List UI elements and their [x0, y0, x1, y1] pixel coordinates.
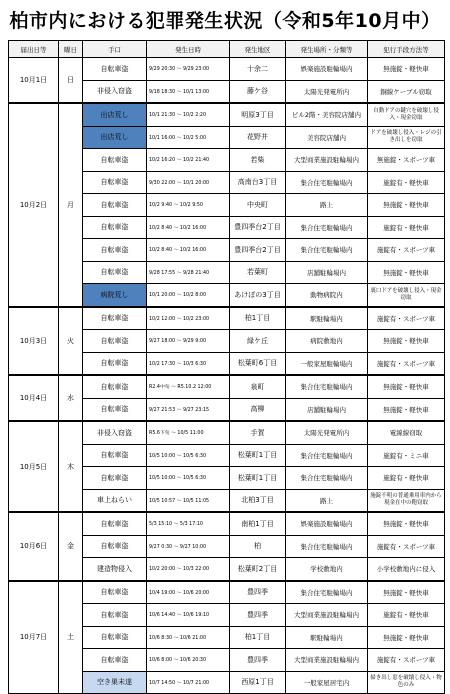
place-cell: 駅駐輪場内	[286, 307, 368, 330]
area-cell: 藤ケ谷	[230, 80, 286, 103]
method-cell: 無施錠・軽快車	[368, 581, 445, 604]
method-cell: 施錠有・スポーツ車	[368, 239, 445, 262]
time-cell: 10/1 21:30 ～ 10/2 2:20	[147, 103, 230, 126]
weekday-cell: 木	[59, 421, 83, 512]
method-cell: 電線線窃取	[368, 421, 445, 444]
table-row	[9, 421, 445, 444]
category-cell: 自転車盗	[83, 444, 147, 467]
time-cell: 10/2 20:00 ～ 10/3 22:00	[147, 558, 230, 581]
area-cell: 豊四季台2丁目	[230, 239, 286, 262]
method-cell: 施錠有・軽快車	[368, 467, 445, 490]
area-cell: 明原3丁目	[230, 103, 286, 126]
time-cell: 10/7 14:50 ～ 10/7 21:00	[147, 671, 230, 694]
time-cell: 10/5 10:00 ～ 10/5 6:30	[147, 444, 230, 467]
place-cell: 路上	[286, 194, 368, 217]
area-cell: 豊四季	[230, 649, 286, 672]
category-cell: 自転車盗	[83, 216, 147, 239]
method-cell: 施錠有・軽快車	[368, 604, 445, 627]
time-cell: 10/2 8:40 ～ 10/2 16:00	[147, 216, 230, 239]
place-cell: 学校敷地内	[286, 558, 368, 581]
area-cell: 高南台3丁目	[230, 171, 286, 194]
header-weekday: 曜日	[59, 41, 83, 58]
time-cell: 10/5 10:00 ～ 10/5 6:30	[147, 467, 230, 490]
area-cell: 西原1丁目	[230, 671, 286, 694]
date-cell: 10月4日	[9, 375, 59, 421]
weekday-cell: 土	[59, 581, 83, 694]
category-cell: 自転車盗	[83, 58, 147, 81]
method-cell: 施錠有・スポーツ車	[368, 307, 445, 330]
place-cell: 駅駐輪場内	[286, 626, 368, 649]
category-cell: 自転車盗	[83, 398, 147, 421]
table-body	[9, 58, 445, 694]
area-cell: 高柳	[230, 398, 286, 421]
method-cell: 裏口ドアを破壊し侵入・現金窃取	[368, 284, 445, 307]
area-cell: 松葉町1丁目	[230, 467, 286, 490]
method-cell: 施錠有・スポーツ車	[368, 352, 445, 375]
place-cell: 店舗駐輪場内	[286, 398, 368, 421]
time-cell: 9/18 18:30 ～ 10/1 13:00	[147, 80, 230, 103]
header-category: 手口	[83, 41, 147, 58]
table-row	[9, 512, 445, 535]
time-cell: 5/3 15:10 ～ 5/3 17:10	[147, 512, 230, 535]
place-cell: 集合住宅駐輪場内	[286, 171, 368, 194]
area-cell: 若柴	[230, 149, 286, 172]
category-cell: 自転車盗	[83, 375, 147, 398]
method-cell: 無施錠・軽快車	[368, 398, 445, 421]
weekday-cell: 火	[59, 307, 83, 376]
category-cell: 自転車盗	[83, 261, 147, 284]
method-cell: 銅線ケーブル窃取	[368, 80, 445, 103]
time-cell: 10/2 8:40 ～ 10/2 16:00	[147, 239, 230, 262]
method-cell: 無施錠・スポーツ車	[368, 149, 445, 172]
place-cell: 集合住宅駐輪場内	[286, 444, 368, 467]
table-row	[9, 375, 445, 398]
page-title: 柏市内における犯罪発生状況（令和5年10月中）	[9, 10, 441, 32]
time-cell: 10/2 9:40 ～ 10/2 9:50	[147, 194, 230, 217]
time-cell: 9/28 17:55 ～ 9/28 21:40	[147, 261, 230, 284]
place-cell: 娯楽施設駐輪場内	[286, 512, 368, 535]
category-cell: 自転車盗	[83, 467, 147, 490]
time-cell: R5.6下旬 ～ 10/5 11:00	[147, 421, 230, 444]
area-cell: 柏	[230, 535, 286, 558]
time-cell: 10/6 8:00 ～ 10/6 20:30	[147, 649, 230, 672]
category-cell: 車上ねらい	[83, 489, 147, 512]
category-cell: 自転車盗	[83, 649, 147, 672]
place-cell: 一般家屋駐輪場内	[286, 352, 368, 375]
category-cell: 空き巣未遂	[83, 671, 147, 694]
place-cell: 美容院店舗内	[286, 126, 368, 149]
time-cell: 10/2 16:20 ～ 10/2 21:40	[147, 149, 230, 172]
area-cell: 十余二	[230, 58, 286, 81]
date-cell: 10月1日	[9, 58, 59, 104]
place-cell: 大型商業施設駐輪場内	[286, 149, 368, 172]
method-cell: 無施錠・軽快車	[368, 194, 445, 217]
category-cell: 自転車盗	[83, 239, 147, 262]
place-cell: 太陽光発電所内	[286, 80, 368, 103]
method-cell: 無施錠・軽快車	[368, 512, 445, 535]
category-cell: 自転車盗	[83, 626, 147, 649]
method-cell: 無施錠・軽快車	[368, 626, 445, 649]
time-cell: 10/1 16:00 ～ 10/2 5:00	[147, 126, 230, 149]
method-cell: 無施錠・軽快車	[368, 261, 445, 284]
category-cell: 出店荒し	[83, 126, 147, 149]
date-cell: 10月6日	[9, 512, 59, 581]
method-cell: 施錠有・ミニ車	[368, 444, 445, 467]
time-cell: 9/29 20:30 ～ 9/29 23:00	[147, 58, 230, 81]
category-cell: 自転車盗	[83, 171, 147, 194]
header-area: 発生地区	[230, 41, 286, 58]
time-cell: 10/4 19:00 ～ 10/6 20:00	[147, 581, 230, 604]
place-cell: ビル2階・美容院店舗内	[286, 103, 368, 126]
area-cell: 花野井	[230, 126, 286, 149]
time-cell: 10/5 10:57 ～ 10/5 11:05	[147, 489, 230, 512]
area-cell: 豊四季	[230, 604, 286, 627]
header-row	[9, 41, 445, 58]
time-cell: 9/30 22:00 ～ 10/1 20:00	[147, 171, 230, 194]
category-cell: 自転車盗	[83, 307, 147, 330]
time-cell: 9/27 18:00 ～ 9/29 9:00	[147, 330, 230, 353]
method-cell: 無施錠・軽快車	[368, 375, 445, 398]
area-cell: 豊四季台2丁目	[230, 216, 286, 239]
area-cell: あけぼの3丁目	[230, 284, 286, 307]
place-cell: 集合住宅駐輪場内	[286, 216, 368, 239]
table-row	[9, 581, 445, 604]
date-cell: 10月2日	[9, 103, 59, 307]
category-cell: 自転車盗	[83, 330, 147, 353]
table-row	[9, 103, 445, 126]
weekday-cell: 水	[59, 375, 83, 421]
method-cell: 施錠不明の普通乗用車内から現金在中の鞄窃取	[368, 489, 445, 512]
place-cell: 集合住宅駐輪場内	[286, 535, 368, 558]
area-cell: 緑ケ丘	[230, 330, 286, 353]
method-cell: 無施錠・軽快車	[368, 330, 445, 353]
area-cell: 手賀	[230, 421, 286, 444]
area-cell: 柏1丁目	[230, 307, 286, 330]
category-cell: 自転車盗	[83, 581, 147, 604]
area-cell: 若葉町	[230, 261, 286, 284]
place-cell: 路上	[286, 489, 368, 512]
place-cell: 集合住宅駐輪場内	[286, 467, 368, 490]
place-cell: 大型商業施設駐輪場内	[286, 604, 368, 627]
weekday-cell: 月	[59, 103, 83, 307]
place-cell: 一般家屋居宅内	[286, 671, 368, 694]
time-cell: 10/1 20:00 ～ 10/2 8:00	[147, 284, 230, 307]
header-date: 届出日等	[9, 41, 59, 58]
area-cell: 松葉町2丁目	[230, 558, 286, 581]
time-cell: 10/6 8:30 ～ 10/6 21:00	[147, 626, 230, 649]
place-cell: 集合住宅駐輪場内	[286, 581, 368, 604]
category-cell: 自転車盗	[83, 149, 147, 172]
category-cell: 建造物侵入	[83, 558, 147, 581]
place-cell: 集合住宅駐輪場内	[286, 239, 368, 262]
method-cell: 小学校敷地内に侵入	[368, 558, 445, 581]
crime-table	[8, 40, 445, 694]
place-cell: 太陽光発電所内	[286, 421, 368, 444]
place-cell: 動物病院内	[286, 284, 368, 307]
place-cell: 大型商業施設駐輪場内	[286, 649, 368, 672]
area-cell: 北柏3丁目	[230, 489, 286, 512]
method-cell: 無施錠・軽快車	[368, 58, 445, 81]
time-cell: 9/27 21:53 ～ 9/27 23:15	[147, 398, 230, 421]
category-cell: 病院荒し	[83, 284, 147, 307]
area-cell: 南柏1丁目	[230, 512, 286, 535]
category-cell: 自転車盗	[83, 194, 147, 217]
method-cell: 掃き出し窓を破壊し侵入・物色のみ	[368, 671, 445, 694]
area-cell: 泉町	[230, 375, 286, 398]
area-cell: 松葉町6丁目	[230, 352, 286, 375]
time-cell: R2.4中旬 ～ R5.10.2 12:00	[147, 375, 230, 398]
area-cell: 豊四季	[230, 581, 286, 604]
category-cell: 非侵入窃盗	[83, 421, 147, 444]
area-cell: 中央町	[230, 194, 286, 217]
method-cell: 自動ドアの鍵穴を破壊し侵入・現金窃取	[368, 103, 445, 126]
method-cell: 施錠有・軽快車	[368, 216, 445, 239]
time-cell: 10/6 14:40 ～ 10/6 19:10	[147, 604, 230, 627]
weekday-cell: 日	[59, 58, 83, 104]
method-cell: 施錠有・軽快車	[368, 171, 445, 194]
category-cell: 自転車盗	[83, 535, 147, 558]
place-cell: 店舗駐輪場内	[286, 261, 368, 284]
method-cell: 施錠有・スポーツ車	[368, 649, 445, 672]
weekday-cell: 金	[59, 512, 83, 581]
date-cell: 10月3日	[9, 307, 59, 376]
place-cell: 娯楽施設駐輪場内	[286, 58, 368, 81]
time-cell: 10/2 17:30 ～ 10/3 6:30	[147, 352, 230, 375]
category-cell: 自転車盗	[83, 352, 147, 375]
time-cell: 10/2 12:00 ～ 10/2 23:00	[147, 307, 230, 330]
category-cell: 出店荒し	[83, 103, 147, 126]
area-cell: 柏1丁目	[230, 626, 286, 649]
category-cell: 自転車盗	[83, 604, 147, 627]
category-cell: 非侵入窃盗	[83, 80, 147, 103]
table-row	[9, 58, 445, 81]
place-cell: 集合住宅駐輪場内	[286, 375, 368, 398]
area-cell: 松葉町1丁目	[230, 444, 286, 467]
method-cell: 施錠有・スポーツ車	[368, 535, 445, 558]
date-cell: 10月5日	[9, 421, 59, 512]
header-place: 発生場所・分類等	[286, 41, 368, 58]
table-row	[9, 307, 445, 330]
method-cell: ドアを破壊し侵入・レジの引き出しを窃取	[368, 126, 445, 149]
header-method: 犯行手段方法等	[368, 41, 445, 58]
place-cell: 病院敷地内	[286, 330, 368, 353]
time-cell: 9/27 0:30 ～ 9/27 10:00	[147, 535, 230, 558]
category-cell: 自転車盗	[83, 512, 147, 535]
header-time: 発生日時	[147, 41, 230, 58]
date-cell: 10月7日	[9, 581, 59, 694]
